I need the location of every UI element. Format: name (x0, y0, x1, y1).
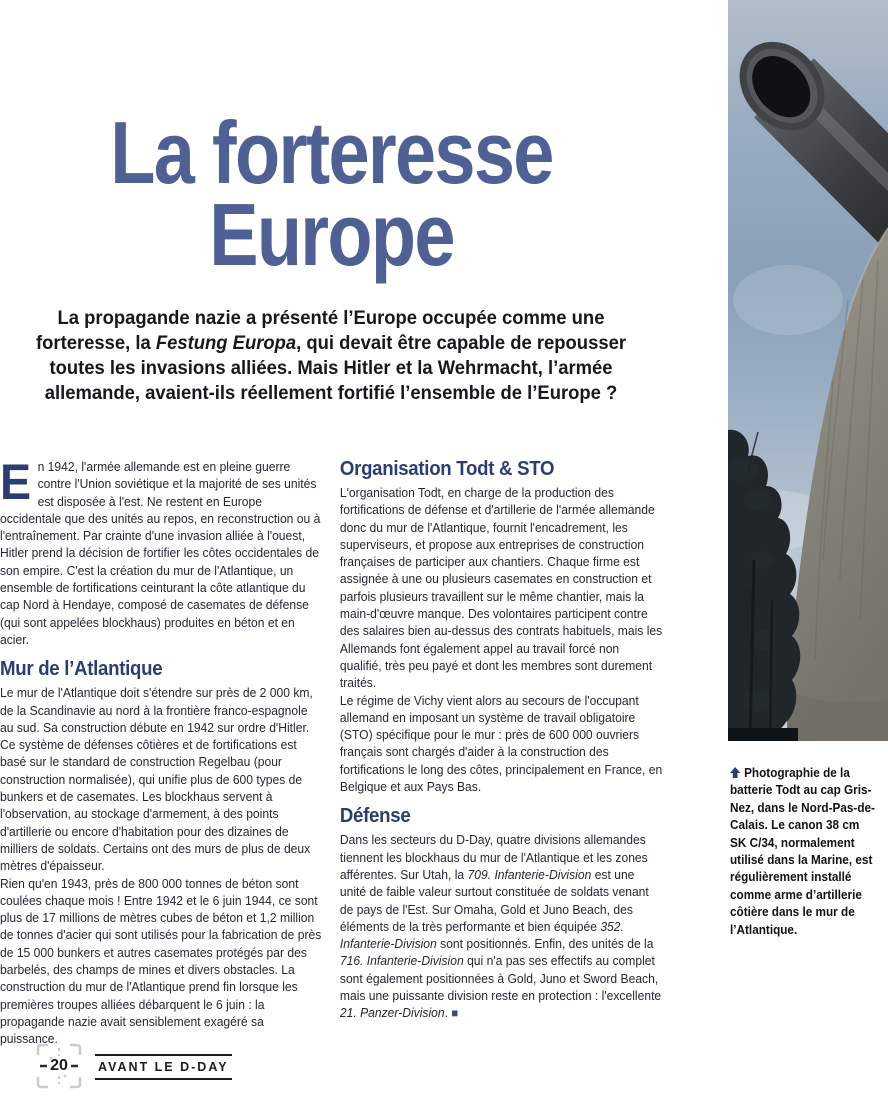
section-label: AVANT LE D-DAY (95, 1054, 232, 1080)
section-heading-mur-atlantique: Mur de l’Atlantique (0, 658, 163, 681)
batterie-todt-photo (728, 0, 888, 741)
defense-text-1: Dans les secteurs du D-Day, quatre divisions allemandes tiennent les blockhaus du mur de l'Atlantique et les zones afférentes. Sur Utah, la (339, 832, 648, 882)
article-column-right (340, 458, 663, 1048)
paragraph-defense (340, 831, 663, 1022)
drop-cap: E (0, 454, 32, 510)
defense-21-panzer-division: 21. Panzer-Division (339, 1005, 445, 1021)
title-line-1: La forteresse (110, 103, 553, 202)
defense-text-2: est une unité de faible valeur surtout constituée de soldats venant de pays de l'Est. Sur Omaha, Gold et Juno Beach, des éléments de la très performante et bien équipée (339, 866, 649, 934)
intro-text-start: La propagande nazie a présenté l’Europe occupée comme une forteresse, la (36, 308, 605, 354)
defense-352-division: 352. Infanterie-Division (339, 918, 624, 952)
defense-text-3: sont positionnés. Enfin, des unités de la (436, 936, 654, 952)
paragraph-todt-2: Le régime de Vichy vient alors au secours de l'occupant allemand en imposant un système de travail obligatoire (STO) spécifique pour le mur : près de 600 000 ouvriers français sont chargés d'aider à la construction des fortifications le long des côtes, principalement en France, en Belgique et aux Pays Bas. (339, 692, 663, 795)
intro-paragraph (35, 306, 627, 406)
page-number-marker (36, 1043, 82, 1089)
title-line-2: Europe (209, 184, 454, 284)
end-of-article-mark: ■ (451, 1006, 459, 1021)
paragraph-mur-2: Rien qu'en 1943, près de 800 000 tonnes de béton sont coulées chaque mois ! Entre 1942 et le 6 juin 1944, ce sont plus de 17 millions de mètres cubes de béton et 1,2 million de tonnes d'acier qui sont utilisés pour la fabrication de près de 15 000 bunkers et autres casemates protégés par des barbelés, des champs de mines et divers obstacles. La construction du mur de l'Atlantique prend fin lorsque les premières troupes alliées débarquent le 6 juin : la propagande nazie avait sensiblement exagéré sa puissance. (0, 875, 322, 1047)
intro-text-end: , qui devait être capable de repousser toutes les invasions alliées. Mais Hitler et la Wehrmacht, l’armée allemande, avaient-ils réellement fortifié l’ensemble de l’Europe ? (44, 333, 626, 404)
coastal-gun-bunker-graphic (728, 0, 888, 741)
defense-text-5: . (444, 1005, 452, 1021)
opening-paragraph (0, 454, 323, 648)
article-column-left (0, 454, 323, 1048)
defense-709-division: 709. Infanterie-Division (467, 866, 592, 882)
page-title (53, 103, 610, 284)
paragraph-mur-1: Le mur de l'Atlantique doit s'étendre sur près de 2 000 km, de la Scandinavie au nord à la frontière franco-espagnole au sud. Sa construction débute en 1942 sur ordre d'Hitler. Ce système de défenses côtières et de fortifications est basé sur le standard de construction Regelbau (pour construction normalisée), qui unifie plus de 600 types de bunkers et de casemates. Les blockhaus servent à l'observation, au stockage d'armement, à des points d'artillerie ou encore d'habitation pour des dizaines de milliers de soldats. Certains ont des murs de plus de deux mètres d'épaisseur. (0, 685, 313, 874)
defense-text-4: qui n'a pas ses effectifs au complet sont également positionnées à Gold, Juno et Sword Beach, mais une puissante division reste en protection : l'excellente (339, 953, 662, 1004)
intro-festung-europa-emphasis: Festung Europa (155, 333, 297, 354)
paragraph-todt-1: L'organisation Todt, en charge de la production des fortifications de défense et d'artillerie de l'armée allemande donc du mur de l'Atlantique, fournit l'encadrement, les superviseurs, et propose aux entreprises de construction françaises de participer aux chantiers. Chaque firme est assignée à une ou plusieurs casemates en construction et parfois plusieurs travaillent sur le même chantier, mais la main-d'œuvre manque. Des volontaires participent contre des salaires bien au-dessus des contrats habituels, mais les Allemands font également appel au travail forcé non qualifié, très peu payé et dont les membres sont durement traités. (339, 485, 663, 691)
section-heading-defense: Défense (339, 805, 411, 828)
section-heading-organisation-todt: Organisation Todt & STO (339, 458, 555, 480)
defense-716-division: 716. Infanterie-Division (339, 953, 464, 969)
photo-caption-text: Photographie de la batterie Todt au cap Gris-Nez, dans le Nord-Pas-de-Calais. Le canon 38 cm SK C/34, normalement utilisé dans la Marine, est régulièrement installé comme arme d’artillerie côtière dans le mur de l’Atlantique. (730, 766, 875, 937)
page-number: 20 (50, 1057, 68, 1074)
photo-caption (730, 765, 877, 939)
opening-paragraph-text: n 1942, l'armée allemande est en pleine guerre contre l'Union soviétique et la majorité de ses unités est disposée à l'est. Ne restent en Europe occidentale que des unités au repos, en reconstruction ou à l'entraînement. Par crainte d'une invasion alliée à l'ouest, Hitler prend la décision de fortifier les côtes occidentales de son empire. C'est la création du mur de l'Atlantique, un ensemble de fortifications ceinturant la côte atlantique du cap Nord à Hendaye, composé de casemates de défense (qui sont appelées blockhaus) produites en béton et en acier. (0, 459, 321, 647)
up-arrow-icon (730, 767, 740, 778)
article-columns (0, 454, 663, 1048)
